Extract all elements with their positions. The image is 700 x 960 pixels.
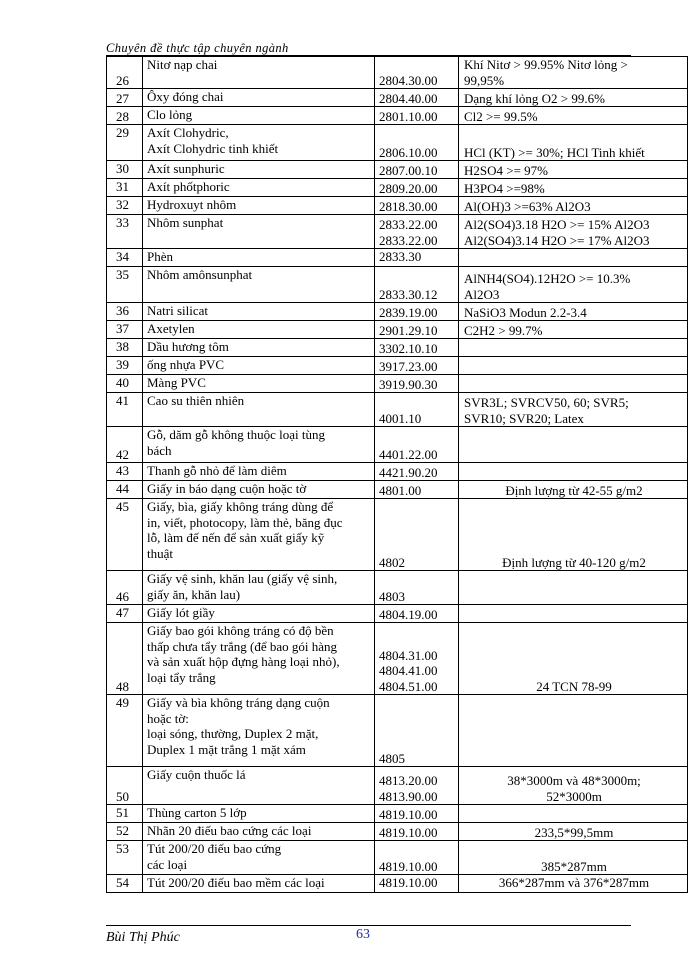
cell-hs-code-line: 4804.41.00 <box>379 663 438 678</box>
cell-hs-code-line: 3917.23.00 <box>379 358 438 374</box>
cell-hs-code-line: 4813.20.00 <box>379 773 438 788</box>
cell-specification <box>459 841 688 875</box>
cell-hs-code <box>375 767 459 805</box>
cell-number: 49 <box>107 695 143 767</box>
cell-product-name-line: Giấy vệ sinh, khăn lau (giấy vệ sinh, <box>147 571 338 586</box>
cell-product-name-line: Nhôm sunphat <box>147 215 224 230</box>
cell-hs-code-line: 2809.20.00 <box>379 180 438 196</box>
cell-product-name <box>143 463 375 481</box>
cell-hs-code-line: 3919.90.30 <box>379 376 438 392</box>
cell-specification-line: HCl (KT) >= 30%; HCl Tinh khiết <box>464 144 645 160</box>
cell-product-name-line: Giấy lót giầy <box>147 605 215 620</box>
cell-product-name-line: Nhãn 20 điếu bao cứng các loại <box>147 823 312 838</box>
cell-product-name-line: Giấy in báo dạng cuộn hoặc tờ <box>147 481 307 496</box>
cell-specification <box>459 623 688 695</box>
cell-product-name-line: Thùng carton 5 lớp <box>147 805 247 820</box>
cell-hs-code-line: 4804.19.00 <box>379 606 438 622</box>
cell-hs-code <box>375 357 459 375</box>
cell-product-name <box>143 215 375 249</box>
cell-hs-code <box>375 197 459 215</box>
table-row <box>107 623 688 695</box>
cell-hs-code <box>375 57 459 89</box>
table-row <box>107 571 688 605</box>
table-row <box>107 267 688 303</box>
cell-product-name <box>143 321 375 339</box>
cell-hs-code <box>375 179 459 197</box>
cell-product-name <box>143 481 375 499</box>
cell-hs-code-line: 2807.00.10 <box>379 162 438 178</box>
table-row <box>107 767 688 805</box>
cell-hs-code <box>375 623 459 695</box>
cell-product-name <box>143 605 375 623</box>
cell-specification <box>459 321 688 339</box>
cell-product-name-line: Axít Clohydric, <box>147 125 229 140</box>
cell-product-name-line: Tút 200/20 điếu bao mềm các loại <box>147 875 325 890</box>
cell-specification <box>459 357 688 375</box>
table-row <box>107 57 688 89</box>
cell-hs-code <box>375 321 459 339</box>
table-row <box>107 375 688 393</box>
table-row <box>107 215 688 249</box>
cell-product-name-line: thấp chưa tẩy trắng (để bao gói hàng <box>147 638 338 654</box>
cell-number: 30 <box>107 161 143 179</box>
cell-number: 27 <box>107 89 143 107</box>
cell-number: 35 <box>107 267 143 303</box>
cell-product-name-line: Giấy, bìa, giấy không tráng dùng để <box>147 499 334 514</box>
table-row <box>107 695 688 767</box>
table-row <box>107 303 688 321</box>
cell-specification-line: SVR3L; SVRCV50, 60; SVR5; <box>464 395 629 410</box>
table-row <box>107 89 688 107</box>
cell-number: 48 <box>107 623 143 695</box>
table-row <box>107 805 688 823</box>
cell-product-name <box>143 267 375 303</box>
cell-specification <box>459 161 688 179</box>
cell-specification-line: 38*3000m và 48*3000m; <box>507 773 641 788</box>
cell-number: 32 <box>107 197 143 215</box>
cell-specification <box>459 805 688 823</box>
cell-product-name <box>143 499 375 571</box>
cell-product-name <box>143 375 375 393</box>
cell-product-name <box>143 623 375 695</box>
cell-number: 37 <box>107 321 143 339</box>
cell-hs-code-line: 4802 <box>379 554 405 570</box>
cell-hs-code-line: 4819.10.00 <box>379 875 438 890</box>
cell-hs-code-line: 4803 <box>379 588 405 604</box>
cell-number: 50 <box>107 767 143 805</box>
cell-product-name-line: Phèn <box>147 249 173 264</box>
cell-product-name-line: các loại <box>147 856 188 872</box>
cell-specification-line: H3PO4 >=98% <box>464 180 545 196</box>
cell-product-name <box>143 303 375 321</box>
cell-number: 47 <box>107 605 143 623</box>
table-body <box>107 57 688 893</box>
cell-hs-code-line: 2804.40.00 <box>379 90 438 106</box>
cell-hs-code-line: 2804.30.00 <box>379 72 438 88</box>
cell-product-name-line: Màng PVC <box>147 375 206 390</box>
cell-hs-code-line: 2801.10.00 <box>379 108 438 124</box>
cell-hs-code <box>375 605 459 623</box>
table-row <box>107 321 688 339</box>
cell-hs-code <box>375 215 459 249</box>
table-row <box>107 463 688 481</box>
cell-number: 31 <box>107 179 143 197</box>
cell-hs-code <box>375 499 459 571</box>
cell-specification <box>459 125 688 161</box>
cell-product-name <box>143 339 375 357</box>
table-row <box>107 339 688 357</box>
cell-number: 54 <box>107 875 143 893</box>
cell-product-name <box>143 179 375 197</box>
cell-product-name-line: Dầu hương tôm <box>147 339 229 354</box>
cell-hs-code-line: 3302.10.10 <box>379 340 438 356</box>
cell-hs-code-line: 2806.10.00 <box>379 144 438 160</box>
cell-product-name <box>143 249 375 267</box>
cell-hs-code <box>375 393 459 427</box>
page-number: 63 <box>356 927 370 942</box>
cell-specification <box>459 605 688 623</box>
table-row <box>107 481 688 499</box>
cell-number: 26 <box>107 57 143 89</box>
cell-specification <box>459 89 688 107</box>
cell-product-name-line: bách <box>147 442 172 458</box>
cell-specification <box>459 875 688 893</box>
table-row <box>107 161 688 179</box>
cell-specification-line: H2SO4 >= 97% <box>464 162 548 178</box>
cell-hs-code-line: 4804.51.00 <box>379 678 438 694</box>
cell-product-name-line: Ôxy đóng chai <box>147 89 224 104</box>
cell-specification-line: 99,95% <box>464 72 505 88</box>
cell-specification-line: Al2O3 <box>464 286 500 302</box>
cell-hs-code-line: 2839.19.00 <box>379 304 438 320</box>
cell-product-name-line: Axít phốtphoric <box>147 179 230 194</box>
cell-hs-code-line: 4421.90.20 <box>379 464 438 480</box>
cell-number: 39 <box>107 357 143 375</box>
cell-number: 40 <box>107 375 143 393</box>
cell-number: 34 <box>107 249 143 267</box>
cell-product-name <box>143 805 375 823</box>
cell-product-name <box>143 767 375 805</box>
cell-hs-code-line: 2833.30.12 <box>379 286 438 302</box>
cell-specification-line: Al2(SO4)3.18 H2O >= 15% Al2O3 <box>464 217 650 232</box>
cell-hs-code-line: 4819.10.00 <box>379 858 438 874</box>
cell-hs-code <box>375 107 459 125</box>
cell-specification <box>459 463 688 481</box>
cell-specification <box>459 107 688 125</box>
cell-product-name-line: Tút 200/20 điếu bao cứng <box>147 841 282 856</box>
cell-product-name-line: lỗ, làm đế nến để sản xuất giấy kỹ <box>147 530 325 545</box>
cell-hs-code <box>375 303 459 321</box>
cell-product-name-line: loại tẩy trắng <box>147 669 216 685</box>
cell-number: 46 <box>107 571 143 605</box>
cell-specification-line: 52*3000m <box>546 788 602 804</box>
cell-hs-code <box>375 427 459 463</box>
cell-number: 36 <box>107 303 143 321</box>
cell-hs-code-line: 2833.22.00 <box>379 217 438 232</box>
cell-number: 45 <box>107 499 143 571</box>
cell-number: 38 <box>107 339 143 357</box>
cell-product-name <box>143 427 375 463</box>
cell-specification-line: 24 TCN 78-99 <box>536 678 612 694</box>
cell-product-name <box>143 875 375 893</box>
cell-specification <box>459 57 688 89</box>
table-row <box>107 499 688 571</box>
cell-specification-line: Dạng khí lỏng O2 > 99.6% <box>464 90 605 106</box>
cell-specification-line: SVR10; SVR20; Latex <box>464 410 584 426</box>
cell-specification-line: Al(OH)3 >=63% Al2O3 <box>464 198 591 214</box>
cell-specification <box>459 767 688 805</box>
cell-product-name-line: hoặc tờ: <box>147 710 189 726</box>
cell-number: 43 <box>107 463 143 481</box>
cell-specification <box>459 695 688 767</box>
cell-product-name <box>143 161 375 179</box>
cell-hs-code <box>375 695 459 767</box>
cell-hs-code-line: 4401.22.00 <box>379 446 438 462</box>
cell-specification-line: 366*287mm và 376*287mm <box>498 875 650 890</box>
cell-specification-line: 385*287mm <box>541 858 607 874</box>
cell-hs-code <box>375 481 459 499</box>
cell-product-name <box>143 197 375 215</box>
cell-specification <box>459 823 688 841</box>
cell-product-name-line: Giấy cuộn thuốc lá <box>147 767 246 782</box>
cell-product-name-line: loại sóng, thường, Duplex 2 mặt, <box>147 726 319 741</box>
cell-specification <box>459 375 688 393</box>
table-row <box>107 107 688 125</box>
cell-specification-line: Định lượng từ 42-55 g/m2 <box>505 482 643 498</box>
cell-product-name-line: Gỗ, dăm gỗ không thuộc loại tùng <box>147 427 326 442</box>
cell-specification <box>459 197 688 215</box>
cell-hs-code-line: 4805 <box>379 750 405 766</box>
table-row <box>107 179 688 197</box>
cell-specification-line: C2H2 > 99.7% <box>464 322 543 338</box>
table-row <box>107 427 688 463</box>
cell-hs-code-line: 4813.90.00 <box>379 788 438 804</box>
table-row <box>107 823 688 841</box>
cell-hs-code <box>375 463 459 481</box>
cell-specification-line: Định lượng từ 40-120 g/m2 <box>502 554 646 570</box>
cell-specification <box>459 267 688 303</box>
cell-product-name <box>143 571 375 605</box>
cell-product-name-line: giấy ăn, khăn lau) <box>147 586 241 602</box>
cell-number: 44 <box>107 481 143 499</box>
cell-specification <box>459 571 688 605</box>
cell-product-name-line: Hydroxuyt nhôm <box>147 197 237 212</box>
cell-hs-code-line: 2833.22.00 <box>379 232 438 248</box>
cell-product-name <box>143 357 375 375</box>
cell-product-name-line: và sản xuất hộp đựng hàng loại nhỏ), <box>147 654 340 669</box>
cell-product-name-line: Axetylen <box>147 321 195 336</box>
cell-product-name-line: Nhôm amônsunphat <box>147 267 253 282</box>
cell-specification <box>459 339 688 357</box>
cell-hs-code <box>375 805 459 823</box>
cell-hs-code <box>375 125 459 161</box>
cell-hs-code-line: 4819.10.00 <box>379 824 438 840</box>
cell-hs-code <box>375 249 459 267</box>
cell-hs-code <box>375 89 459 107</box>
table-row <box>107 393 688 427</box>
cell-hs-code <box>375 875 459 893</box>
cell-product-name-line: Clo lỏng <box>147 107 193 122</box>
cell-specification <box>459 499 688 571</box>
cell-product-name-line: Giấy và bìa không tráng dạng cuộn <box>147 695 330 710</box>
cell-product-name <box>143 57 375 89</box>
cell-number: 53 <box>107 841 143 875</box>
cell-specification-line: Cl2 >= 99.5% <box>464 108 538 124</box>
table-row <box>107 249 688 267</box>
cell-specification <box>459 179 688 197</box>
footer-divider <box>106 925 631 926</box>
cell-hs-code-line: 2833.30 <box>379 249 422 264</box>
cell-hs-code-line: 4801.00 <box>379 482 422 498</box>
cell-number: 42 <box>107 427 143 463</box>
cell-product-name <box>143 695 375 767</box>
cell-specification <box>459 215 688 249</box>
cell-hs-code <box>375 161 459 179</box>
cell-product-name <box>143 89 375 107</box>
cell-specification-line: AlNH4(SO4).12H2O >= 10.3% <box>464 271 631 286</box>
cell-product-name-line: Axít Clohydric tinh khiết <box>147 140 279 156</box>
table-row <box>107 841 688 875</box>
cell-hs-code-line: 4001.10 <box>379 410 422 426</box>
table-row <box>107 357 688 375</box>
cell-number: 52 <box>107 823 143 841</box>
table-row <box>107 605 688 623</box>
cell-product-name-line: Nitơ nạp chai <box>147 57 218 72</box>
table-row <box>107 197 688 215</box>
cell-specification-line: Al2(SO4)3.14 H2O >= 17% Al2O3 <box>464 232 650 248</box>
cell-product-name-line: Natri silicat <box>147 303 209 318</box>
cell-number: 29 <box>107 125 143 161</box>
footer-author: Bùi Thị Phúc <box>106 930 180 945</box>
cell-product-name <box>143 823 375 841</box>
cell-product-name-line: ống nhựa PVC <box>147 357 225 372</box>
cell-hs-code-line: 4819.10.00 <box>379 806 438 822</box>
cell-product-name-line: thuật <box>147 545 173 561</box>
cell-number: 28 <box>107 107 143 125</box>
cell-hs-code-line: 2901.29.10 <box>379 322 438 338</box>
cell-number: 41 <box>107 393 143 427</box>
cell-specification <box>459 249 688 267</box>
cell-product-name-line: Cao su thiên nhiên <box>147 393 245 408</box>
table-row <box>107 875 688 893</box>
product-standards-table <box>106 56 688 893</box>
cell-hs-code <box>375 339 459 357</box>
cell-product-name <box>143 841 375 875</box>
cell-product-name-line: in, viết, photocopy, làm thẻ, băng đục <box>147 514 343 530</box>
cell-number: 33 <box>107 215 143 249</box>
cell-specification <box>459 303 688 321</box>
cell-hs-code <box>375 571 459 605</box>
cell-product-name-line: Giấy bao gói không tráng có độ bền <box>147 623 334 638</box>
cell-specification-line: 233,5*99,5mm <box>534 824 614 840</box>
cell-specification-line: Khí Nitơ > 99.95% Nitơ lỏng > <box>464 57 628 72</box>
cell-specification <box>459 393 688 427</box>
cell-hs-code <box>375 375 459 393</box>
cell-hs-code <box>375 841 459 875</box>
cell-hs-code-line: 4804.31.00 <box>379 647 438 663</box>
cell-number: 51 <box>107 805 143 823</box>
table-row <box>107 125 688 161</box>
cell-hs-code <box>375 267 459 303</box>
cell-product-name <box>143 125 375 161</box>
cell-specification <box>459 481 688 499</box>
cell-specification <box>459 427 688 463</box>
page-header-title: Chuyên đề thực tập chuyên ngành <box>106 41 289 55</box>
cell-product-name <box>143 107 375 125</box>
cell-hs-code-line: 2818.30.00 <box>379 198 438 214</box>
cell-product-name <box>143 393 375 427</box>
cell-product-name-line: Duplex 1 mặt trắng 1 mặt xám <box>147 741 306 757</box>
cell-product-name-line: Thanh gỗ nhỏ để làm diêm <box>147 463 287 478</box>
cell-specification-line: NaSiO3 Modun 2.2-3.4 <box>464 304 587 320</box>
cell-hs-code <box>375 823 459 841</box>
cell-product-name-line: Axít sunphuric <box>147 161 225 176</box>
